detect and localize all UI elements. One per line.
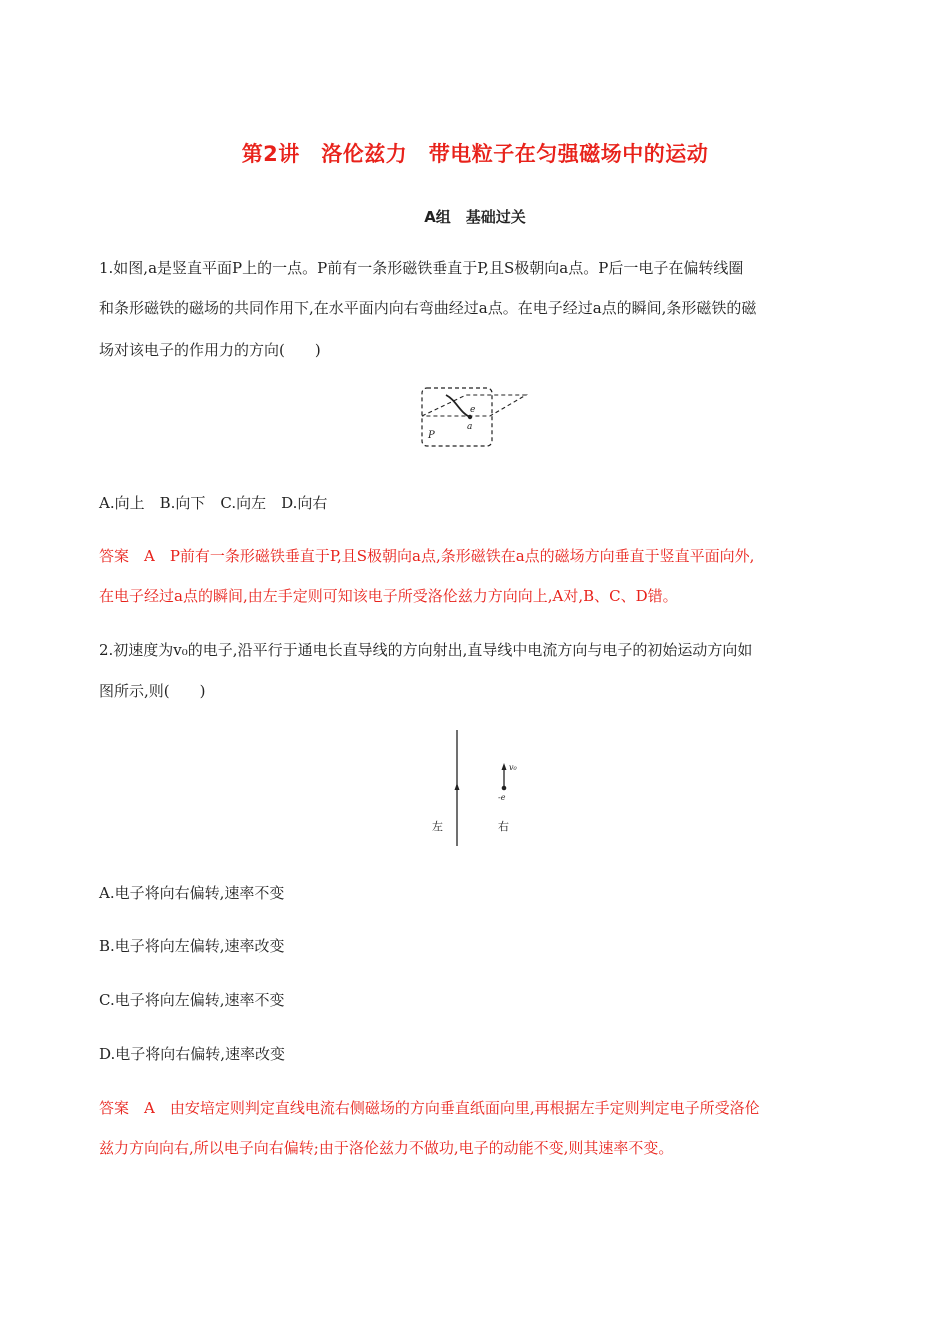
electron-dot bbox=[502, 786, 507, 791]
label-e: e bbox=[470, 405, 476, 415]
q2-option-a: A.电子将向右偏转,速率不变 bbox=[99, 884, 285, 902]
q1-options: A.向上 B.向下 C.向左 D.向右 bbox=[99, 494, 328, 512]
label-v0: v₀ bbox=[509, 763, 517, 772]
current-arrow-icon bbox=[455, 783, 460, 790]
section-heading: A组 基础过关 bbox=[424, 208, 526, 226]
q1-stem-line-3: 场对该电子的作用力的方向( ) bbox=[99, 341, 321, 359]
q2-stem-line-2: 图所示,则( ) bbox=[99, 682, 206, 700]
page-title: 第2讲 洛伦兹力 带电粒子在匀强磁场中的运动 bbox=[241, 142, 709, 166]
q2-option-d: D.电子将向右偏转,速率改变 bbox=[99, 1045, 286, 1063]
q1-figure bbox=[418, 384, 532, 450]
label-right: 右 bbox=[498, 820, 509, 833]
q2-option-b: B.电子将向左偏转,速率改变 bbox=[99, 937, 285, 955]
label-a: a bbox=[467, 422, 473, 432]
point-a-dot bbox=[468, 415, 472, 419]
label-electron: -e bbox=[498, 793, 506, 802]
q2-answer-line-2: 兹力方向向右,所以电子向右偏转;由于洛伦兹力不做功,电子的动能不变,则其速率不变。 bbox=[99, 1139, 674, 1157]
q2-stem-line-1: 2.初速度为v₀的电子,沿平行于通电长直导线的方向射出,直导线中电流方向与电子的初始运动方向如 bbox=[99, 641, 753, 659]
q2-figure bbox=[425, 726, 525, 850]
q1-answer-line-1: 答案 A P前有一条形磁铁垂直于P,且S极朝向a点,条形磁铁在a点的磁场方向垂直于竖直平面向外, bbox=[99, 547, 755, 565]
label-p: P bbox=[428, 430, 435, 441]
q1-stem-line-2: 和条形磁铁的磁场的共同作用下,在水平面内向右弯曲经过a点。在电子经过a点的瞬间,条形磁铁的磁 bbox=[99, 299, 757, 317]
q1-answer-line-2: 在电子经过a点的瞬间,由左手定则可知该电子所受洛伦兹力方向向上,A对,B、C、D错。 bbox=[99, 587, 678, 605]
q1-stem-line-1: 1.如图,a是竖直平面P上的一点。P前有一条形磁铁垂直于P,且S极朝向a点。P后一电子在偏转线圈 bbox=[99, 259, 744, 277]
velocity-arrow-icon bbox=[502, 763, 507, 770]
q2-answer-line-1: 答案 A 由安培定则判定直线电流右侧磁场的方向垂直纸面向里,再根据左手定则判定电子所受洛伦 bbox=[99, 1099, 760, 1117]
electron-path bbox=[446, 395, 470, 417]
q2-option-c: C.电子将向左偏转,速率不变 bbox=[99, 991, 285, 1009]
label-left: 左 bbox=[432, 820, 443, 833]
